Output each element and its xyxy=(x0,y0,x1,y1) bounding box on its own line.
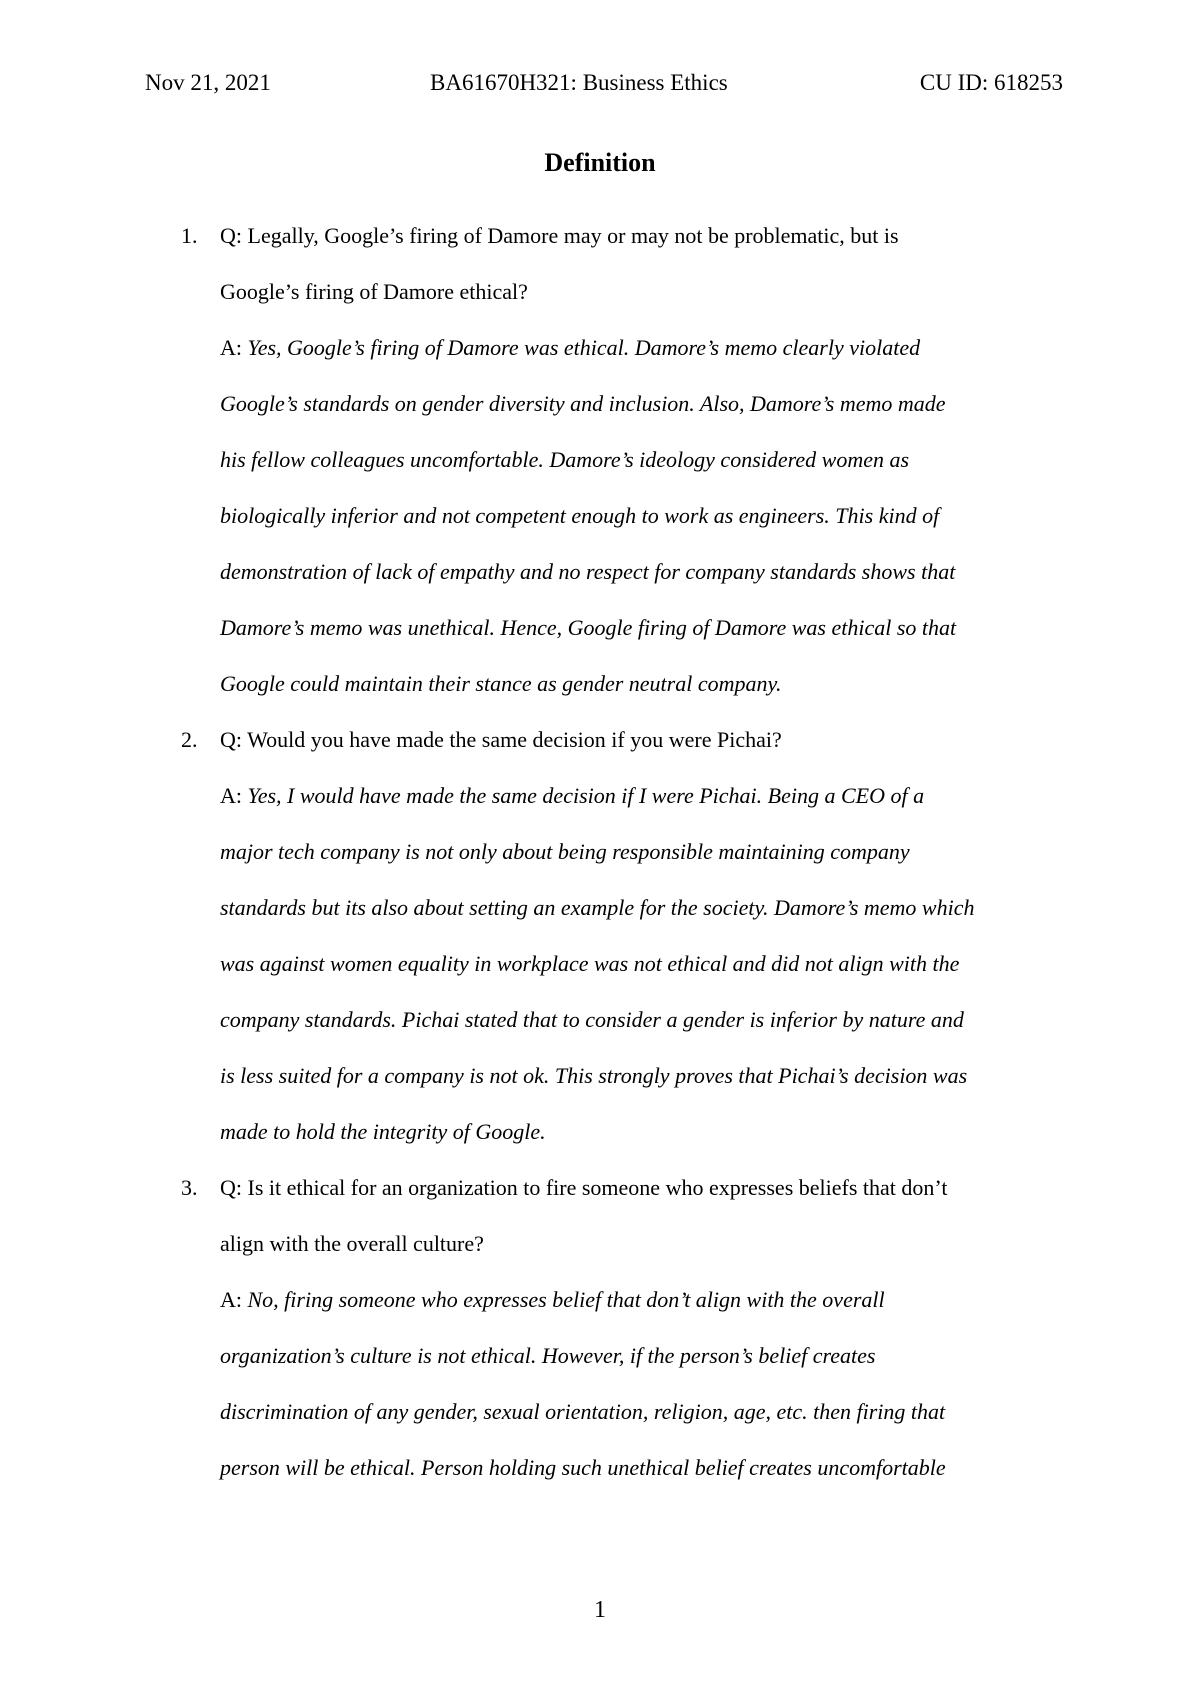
question-line xyxy=(220,208,1080,264)
header-course: BA61670H321: Business Ethics xyxy=(430,70,728,95)
answer-line: organization’s culture is not ethical. However, if the person’s belief creates xyxy=(220,1343,876,1368)
document-title: Definition xyxy=(544,148,656,177)
question-number: 1. xyxy=(181,223,198,248)
answer-line: discrimination of any gender, sexual orientation, religion, age, etc. then firing that xyxy=(220,1399,946,1424)
question-text: Is it ethical for an organization to fire someone who expresses beliefs that don’t xyxy=(247,1175,948,1200)
question-text: Would you have made the same decision if you were Pichai? xyxy=(247,727,782,752)
answer-line: biologically inferior and not competent enough to work as engineers. This kind of xyxy=(220,503,940,528)
answer-line: person will be ethical. Person holding such unethical belief creates uncomfortable xyxy=(220,1455,946,1480)
question-line: Google’s firing of Damore ethical? xyxy=(220,279,528,304)
answer-line: made to hold the integrity of Google. xyxy=(220,1119,546,1144)
answer-line xyxy=(220,768,1080,824)
answer-prefix: A: xyxy=(220,1287,248,1312)
question-prefix: Q: xyxy=(220,1175,248,1200)
answer-line: Damore’s memo was unethical. Hence, Google firing of Damore was ethical so that xyxy=(220,615,957,640)
answer-text: No, firing someone who expresses belief that don’t align with the overall xyxy=(247,1287,885,1312)
answer-text: Yes, I would have made the same decision if I were Pichai. Being a CEO of a xyxy=(247,783,925,808)
header-cu-id: CU ID: 618253 xyxy=(919,70,1063,95)
answer-prefix: A: xyxy=(220,335,248,360)
answer-line: major tech company is not only about being responsible maintaining company xyxy=(220,839,910,864)
page-number: 1 xyxy=(594,1597,606,1623)
question-item-3 xyxy=(0,1160,1200,1496)
question-prefix: Q: xyxy=(220,727,248,752)
answer-line: his fellow colleagues uncomfortable. Damore’s ideology considered women as xyxy=(220,447,910,472)
answer-line: is less suited for a company is not ok. This strongly proves that Pichai’s decision was xyxy=(220,1063,968,1088)
question-body xyxy=(220,208,1080,712)
answer-line xyxy=(220,320,1080,376)
question-body xyxy=(220,712,1080,1160)
answer-text: Yes, Google’s firing of Damore was ethical. Damore’s memo clearly violated xyxy=(247,335,921,360)
answer-prefix: A: xyxy=(220,783,248,808)
answer-line: Google could maintain their stance as gender neutral company. xyxy=(220,671,782,696)
answer-line xyxy=(220,1272,1080,1328)
question-line xyxy=(220,712,1080,768)
question-line: align with the overall culture? xyxy=(220,1231,484,1256)
question-number: 3. xyxy=(181,1175,198,1200)
answer-line: Google’s standards on gender diversity and inclusion. Also, Damore’s memo made xyxy=(220,391,946,416)
question-number: 2. xyxy=(181,727,198,752)
question-item-2 xyxy=(0,712,1200,1160)
answer-line: demonstration of lack of empathy and no respect for company standards shows that xyxy=(220,559,956,584)
header-date: Nov 21, 2021 xyxy=(145,70,271,95)
page-header xyxy=(145,70,1063,100)
question-list xyxy=(0,208,1200,1496)
question-item-1 xyxy=(0,208,1200,712)
question-line xyxy=(220,1160,1080,1216)
answer-line: standards but its also about setting an example for the society. Damore’s memo which xyxy=(220,895,975,920)
answer-line: company standards. Pichai stated that to consider a gender is inferior by nature and xyxy=(220,1007,964,1032)
question-body xyxy=(220,1160,1080,1496)
question-text: Legally, Google’s firing of Damore may or may not be problematic, but is xyxy=(247,223,899,248)
answer-line: was against women equality in workplace was not ethical and did not align with the xyxy=(220,951,960,976)
question-prefix: Q: xyxy=(220,223,248,248)
